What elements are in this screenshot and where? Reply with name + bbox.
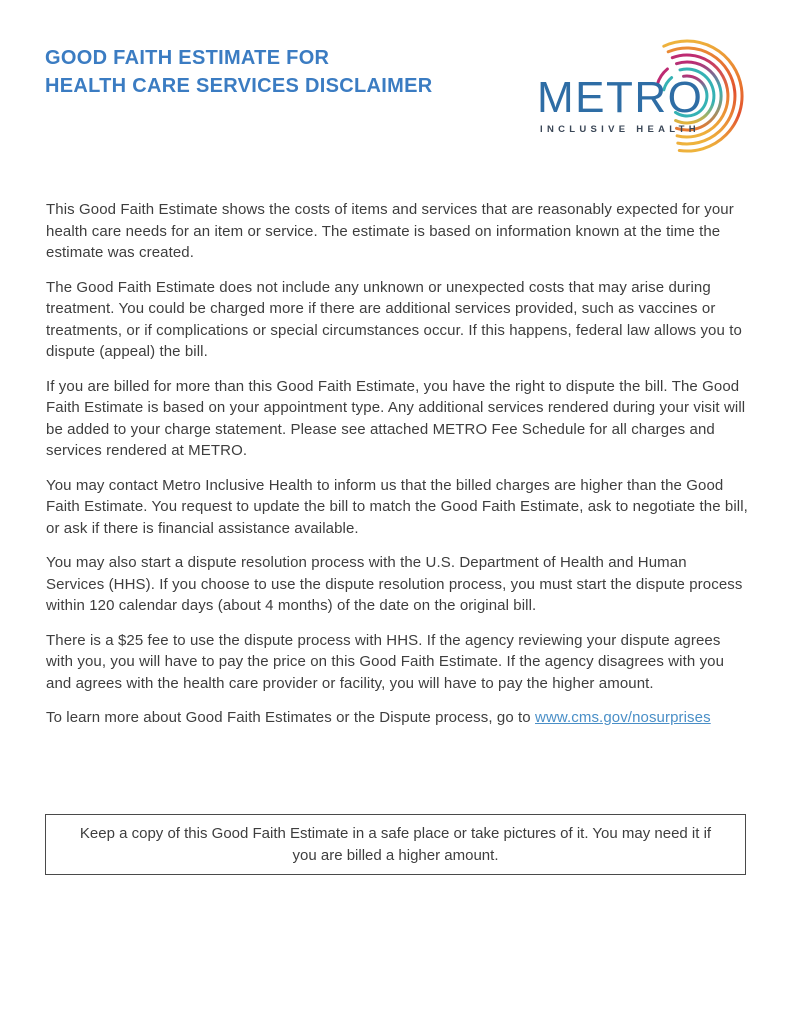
cms-nosurprises-link[interactable]: www.cms.gov/nosurprises [535, 709, 711, 726]
metro-logo [529, 36, 761, 158]
keep-copy-note-text: Keep a copy of this Good Faith Estimate in a safe place or take pictures of it. You may need it if you are billed a higher amount. [79, 825, 712, 864]
body-paragraph-2: The Good Faith Estimate does not include any unknown or unexpected costs that may arise during treatment. You could be charged more if there are additional services provided, such as vaccines or treatments, or if complications or special circumstances occur. If this happens, federal law allows you to dispute (appeal) the bill. [46, 278, 742, 360]
body-paragraph-5: You may also start a dispute resolution process with the U.S. Department of Health and Human Services (HHS). If you choose to use the dispute resolution process, you must start the dispute process within 120 calendar days (about 4 months) of the date on the original bill. [46, 554, 743, 614]
metro-logo-tagline: INCLUSIVE HEALTH [540, 124, 700, 135]
page-title-line1: GOOD FAITH ESTIMATE FOR [45, 47, 330, 69]
document-body [46, 199, 748, 742]
page-title [45, 44, 432, 100]
page-title-line2: HEALTH CARE SERVICES DISCLAIMER [45, 75, 433, 97]
body-paragraph-4: You may contact Metro Inclusive Health to inform us that the billed charges are higher than the Good Faith Estimate. You request to update the bill to match the Good Faith Estimate, ask to negotiate the bill, or ask if there is financial assistance available. [46, 476, 748, 537]
body-paragraph-1: This Good Faith Estimate shows the costs of items and services that are reasonably expected for your health care needs for an item or service. The estimate is based on information known at the time the estimate was created. [46, 201, 734, 261]
keep-copy-note-box [45, 814, 746, 875]
link-paragraph [46, 707, 748, 729]
body-paragraph-3: If you are billed for more than this Good Faith Estimate, you have the right to dispute the bill. The Good Faith Estimate is based on your appointment type. Any additional services rendered during your visit will be added to your charge statement. Please see attached METRO Fee Schedule for all charges and services rendered at METRO. [46, 377, 746, 459]
metro-logo-wordmark: METRO [537, 73, 704, 122]
link-paragraph-prefix: To learn more about Good Faith Estimates or the Dispute process, go to [46, 709, 536, 726]
body-paragraph-6: There is a $25 fee to use the dispute process with HHS. If the agency reviewing your dispute agrees with you, you will have to pay the price on this Good Faith Estimate. If the agency disagrees with you and agrees with the health care provider or facility, you will have to pay the higher amount. [46, 631, 725, 692]
